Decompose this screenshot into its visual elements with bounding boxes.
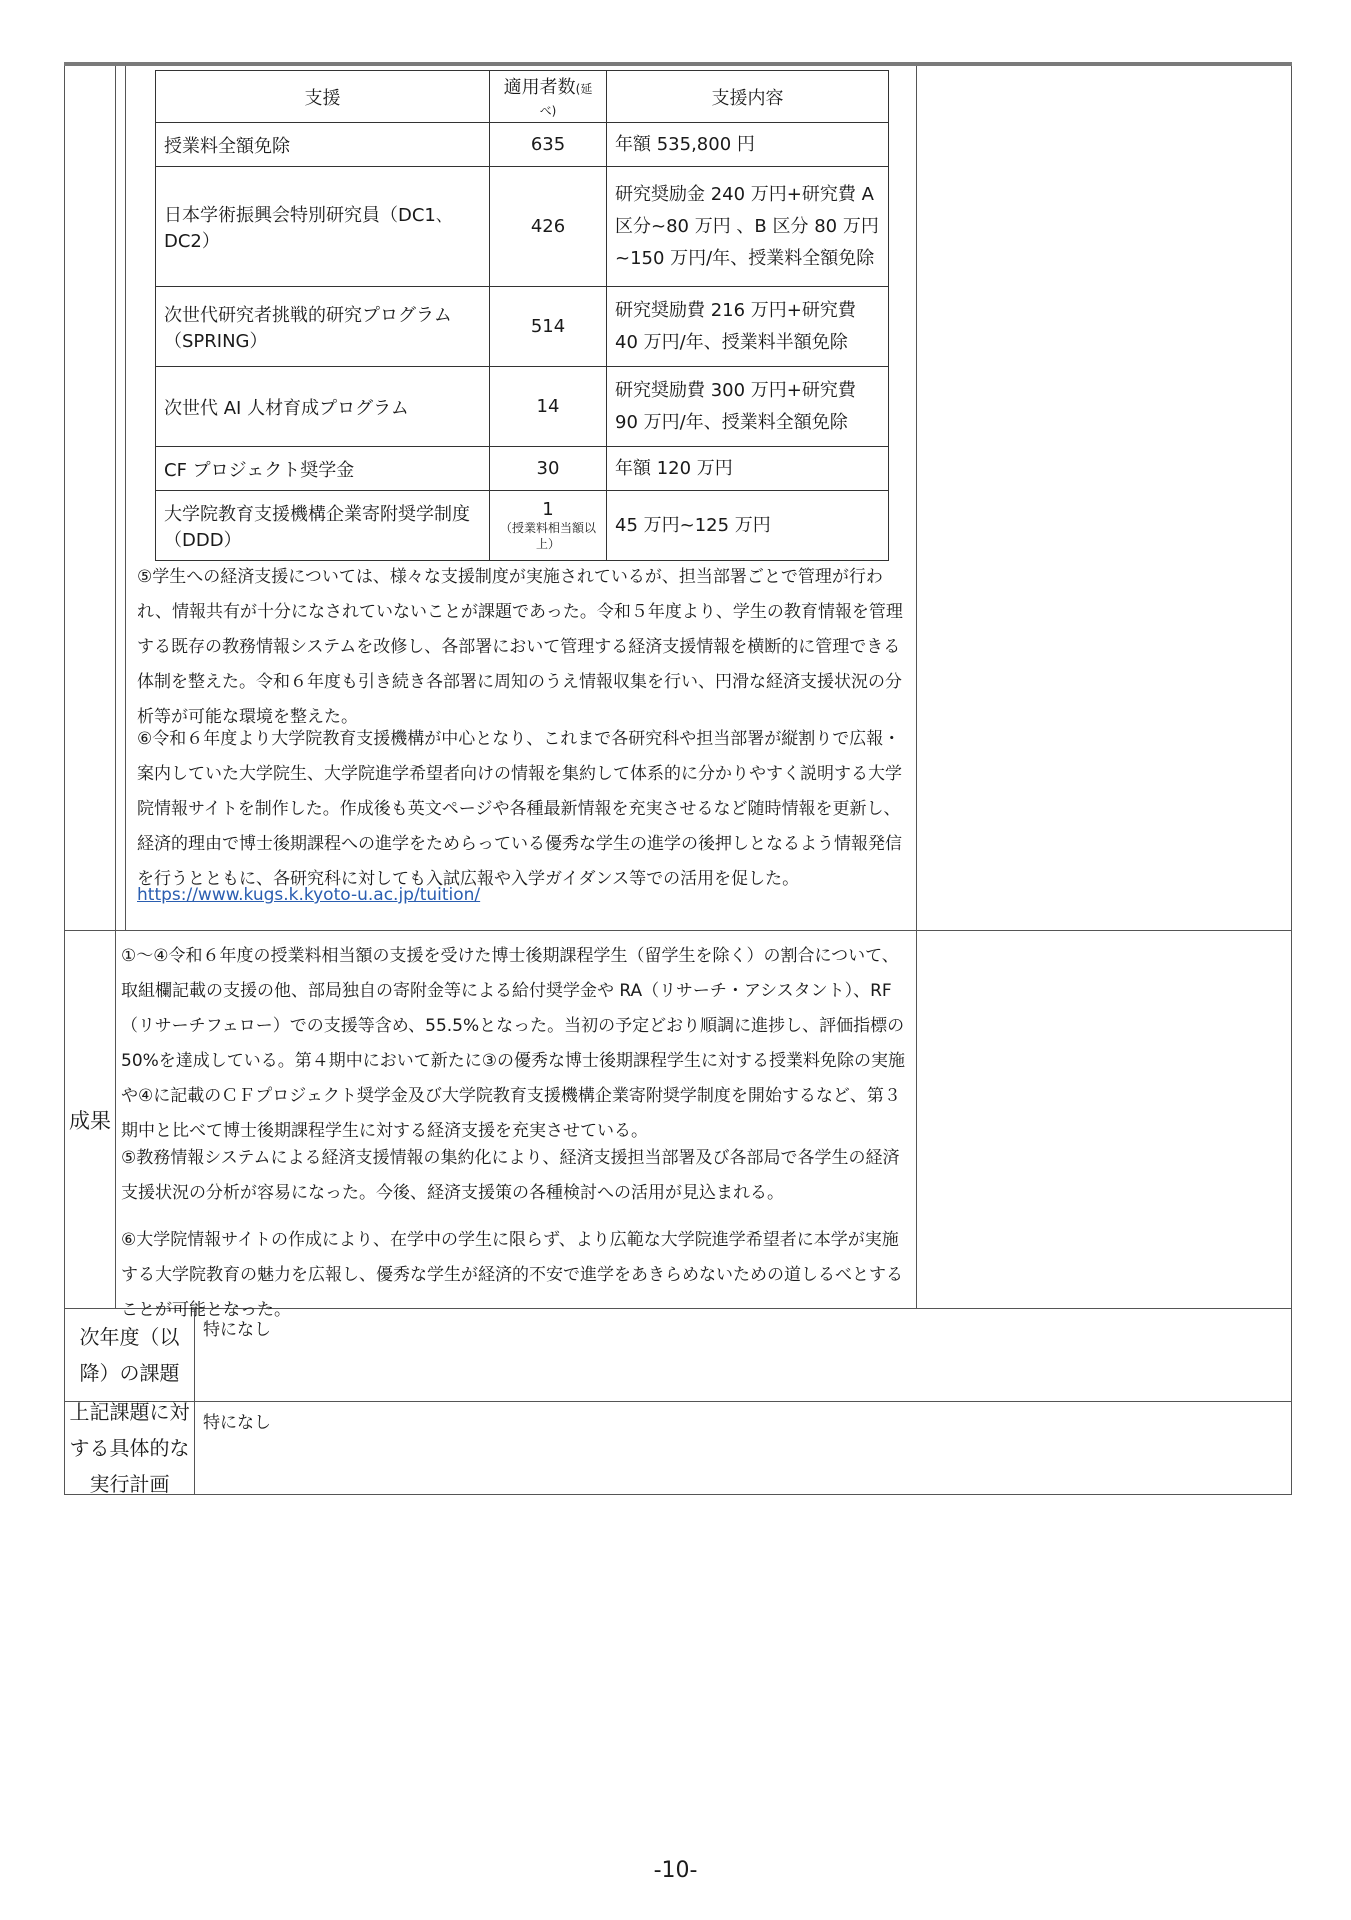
support-count: 514 xyxy=(490,287,607,367)
table-header-row xyxy=(156,71,889,123)
support-count: 14 xyxy=(490,367,607,447)
support-name: 次世代 AI 人材育成プログラム xyxy=(156,367,490,447)
header-count xyxy=(490,71,607,123)
support-content: 研究奨励費 216 万円+研究費 40 万円/年、授業料半額免除 xyxy=(607,287,889,367)
support-content: 研究奨励費 300 万円+研究費 90 万円/年、授業料全額免除 xyxy=(607,367,889,447)
support-count: 426 xyxy=(490,167,607,287)
support-content: 45 万円~125 万円 xyxy=(607,491,889,561)
support-count-note: （授業料相当額以上） xyxy=(499,521,596,551)
divider xyxy=(916,66,917,930)
next-issues-value: 特になし xyxy=(203,1320,271,1340)
support-name: 日本学術振興会特別研究員（DC1､DC2） xyxy=(156,167,490,287)
support-count: 30 xyxy=(490,447,607,491)
support-count: 635 xyxy=(490,123,607,167)
divider xyxy=(125,66,126,930)
results-paragraph-1: ①～④令和６年度の授業料相当額の支援を受けた博士後期課程学生（留学生を除く）の割合について、取組欄記載の支援の他、部局独自の寄附金等による給付奨学金や RA（リサーチ・アシスタント）、RF（リサーチフェロー）での支援等含め、55.5%となった。当初の予定どおり順調に進捗し、評価指標の 50%を達成している。第４期中において新たに③の優秀な博士後期課程学生に対する授業料免除の実施や④に記載のＣＦプロジェクト奨学金及び大学院教育支援機構企業寄附奨学制度を開始するなど、第３期中と比べて博士後期課程学生に対する経済支援を充実させている。 xyxy=(121,946,906,1141)
support-name: 授業料全額免除 xyxy=(156,123,490,167)
results-label: 成果 xyxy=(69,1108,111,1133)
table-row xyxy=(156,447,889,491)
page-number: -10- xyxy=(653,1858,698,1883)
paragraph-6: ⑥令和６年度より大学院教育支援機構が中心となり、これまで各研究科や担当部署が縦割りで広報・案内していた大学院生、大学院進学希望者向けの情報を集約して体系的に分かりやすく説明する大学院情報サイトを制作した。作成後も英文ページや各種最新情報を充実させるなど随時情報を更新し、経済的理由で博士後期課程への進学をためらっている優秀な学生の進学の後押しとなるよう情報発信を行うとともに、各研究科に対しても入試広報や入学ガイダンス等での活用を促した。 xyxy=(137,729,902,889)
table-row xyxy=(156,491,889,561)
plan-value: 特になし xyxy=(203,1413,271,1433)
initiatives-section xyxy=(65,66,1291,931)
paragraph-5: ⑤学生への経済支援については、様々な支援制度が実施されているが、担当部署ごとで管理が行われ、情報共有が十分になされていないことが課題であった。令和５年度より、学生の教育情報を管理する既存の教務情報システムを改修し、各部署において管理する経済支援情報を横断的に管理できる体制を整えた。令和６年度も引き続き各部署に周知のうえ情報収集を行い、円滑な経済支援状況の分析等が可能な環境を整えた。 xyxy=(137,567,903,727)
support-content: 年額 535,800 円 xyxy=(607,123,889,167)
results-paragraph-6: ⑥大学院情報サイトの作成により、在学中の学生に限らず、より広範な大学院進学希望者に本学が実施する大学院教育の魅力を広報し、優秀な学生が経済的不安で進学をあきらめないための道しるべとすることが可能となった。 xyxy=(121,1230,903,1320)
support-content: 年額 120 万円 xyxy=(607,447,889,491)
divider xyxy=(115,931,116,1308)
results-section xyxy=(65,931,1291,1320)
support-count-value: 1 xyxy=(542,499,554,520)
plan-label: 上記課題に対する具体的な実行計画 xyxy=(65,1402,195,1494)
plan-row xyxy=(65,1402,1291,1494)
divider xyxy=(916,931,917,1308)
support-count xyxy=(490,491,607,561)
support-table xyxy=(155,70,889,561)
divider xyxy=(115,66,116,930)
table-row xyxy=(156,287,889,367)
header-count-note: (延べ) xyxy=(539,82,593,118)
next-issues-label: 次年度（以降）の課題 xyxy=(65,1309,195,1401)
tuition-link[interactable]: https://www.kugs.k.kyoto-u.ac.jp/tuition/ xyxy=(137,885,481,905)
support-name: CF プロジェクト奨学金 xyxy=(156,447,490,491)
next-issues-row xyxy=(65,1309,1291,1402)
results-paragraph-5: ⑤教務情報システムによる経済支援情報の集約化により、経済支援担当部署及び各部局で各学生の経済支援状況の分析が容易になった。今後、経済支援策の各種検討への活用が見込まれる。 xyxy=(121,1148,900,1203)
table-row xyxy=(156,367,889,447)
support-content: 研究奨励金 240 万円+研究費 A 区分~80 万円 、B 区分 80 万円~150 万円/年、授業料全額免除 xyxy=(607,167,889,287)
support-name: 次世代研究者挑戦的研究プログラム（SPRING） xyxy=(156,287,490,367)
header-count-label: 適用者数 xyxy=(503,77,576,98)
link-row xyxy=(137,878,907,913)
support-name: 大学院教育支援機構企業寄附奨学制度（DDD） xyxy=(156,491,490,561)
table-row xyxy=(156,123,889,167)
header-support: 支援 xyxy=(156,71,490,123)
header-content: 支援内容 xyxy=(607,71,889,123)
table-row xyxy=(156,167,889,287)
report-frame xyxy=(64,66,1292,1495)
